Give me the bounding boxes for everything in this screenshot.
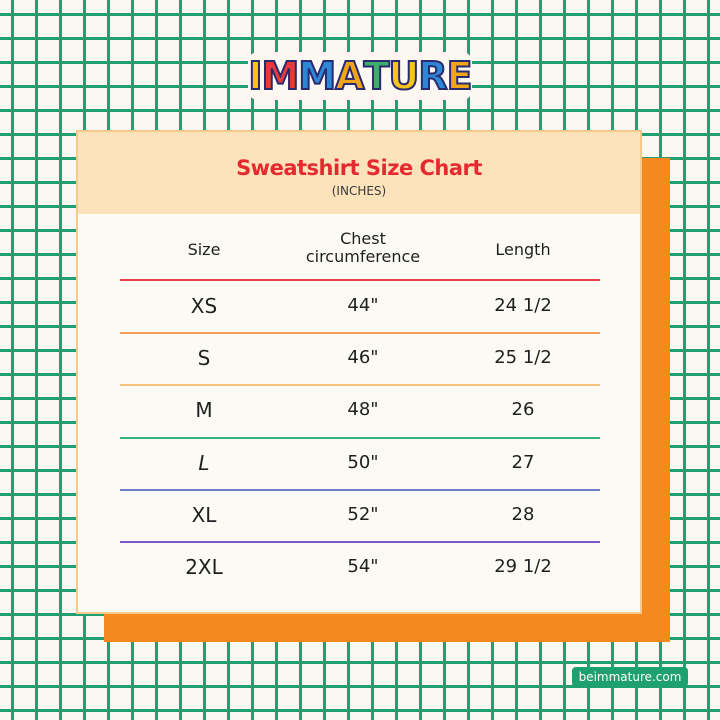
cell-length: 27 [511, 452, 535, 473]
header-size: Size [187, 240, 221, 259]
table-row [78, 541, 640, 593]
logo-letter: A [335, 54, 364, 98]
table-row [78, 489, 640, 541]
card-header [78, 132, 640, 214]
cell-length: 24 1/2 [494, 295, 552, 316]
cell-size: M [195, 398, 213, 422]
logo-letter: M [298, 54, 336, 98]
brand-logo [248, 52, 472, 100]
chart-title: Sweatshirt Size Chart [236, 156, 482, 180]
cell-size: XS [190, 294, 218, 318]
table-row [78, 280, 640, 332]
website-badge[interactable]: beimmature.com [572, 667, 688, 687]
cell-chest: 50" [347, 452, 379, 473]
cell-chest: 52" [347, 504, 379, 525]
header-chest-line1: Chest [340, 229, 386, 248]
cell-chest: 54" [347, 556, 379, 577]
cell-length: 28 [511, 504, 535, 525]
chart-unit: (INCHES) [331, 184, 387, 198]
cell-length: 25 1/2 [494, 347, 552, 368]
cell-chest: 46" [347, 347, 379, 368]
header-length: Length [495, 240, 551, 259]
logo-letter: U [388, 54, 419, 98]
logo-letter: I [248, 54, 262, 98]
cell-length: 26 [511, 399, 535, 420]
cell-size: L [198, 451, 210, 475]
table-row [78, 437, 640, 489]
logo-letter: E [446, 54, 472, 98]
table-header [78, 230, 640, 270]
logo-letter: T [363, 54, 389, 98]
logo-letter: R [418, 54, 447, 98]
header-chest [292, 230, 434, 266]
cell-size: XL [191, 503, 217, 527]
cell-size: 2XL [185, 555, 223, 579]
header-chest-line2: circumference [305, 247, 421, 266]
cell-size: S [197, 346, 211, 370]
cell-chest: 48" [347, 399, 379, 420]
table-row [78, 332, 640, 384]
cell-length: 29 1/2 [494, 556, 552, 577]
cell-chest: 44" [347, 295, 379, 316]
table-row [78, 384, 640, 436]
size-chart-card [76, 130, 642, 614]
logo-letter: M [261, 54, 299, 98]
